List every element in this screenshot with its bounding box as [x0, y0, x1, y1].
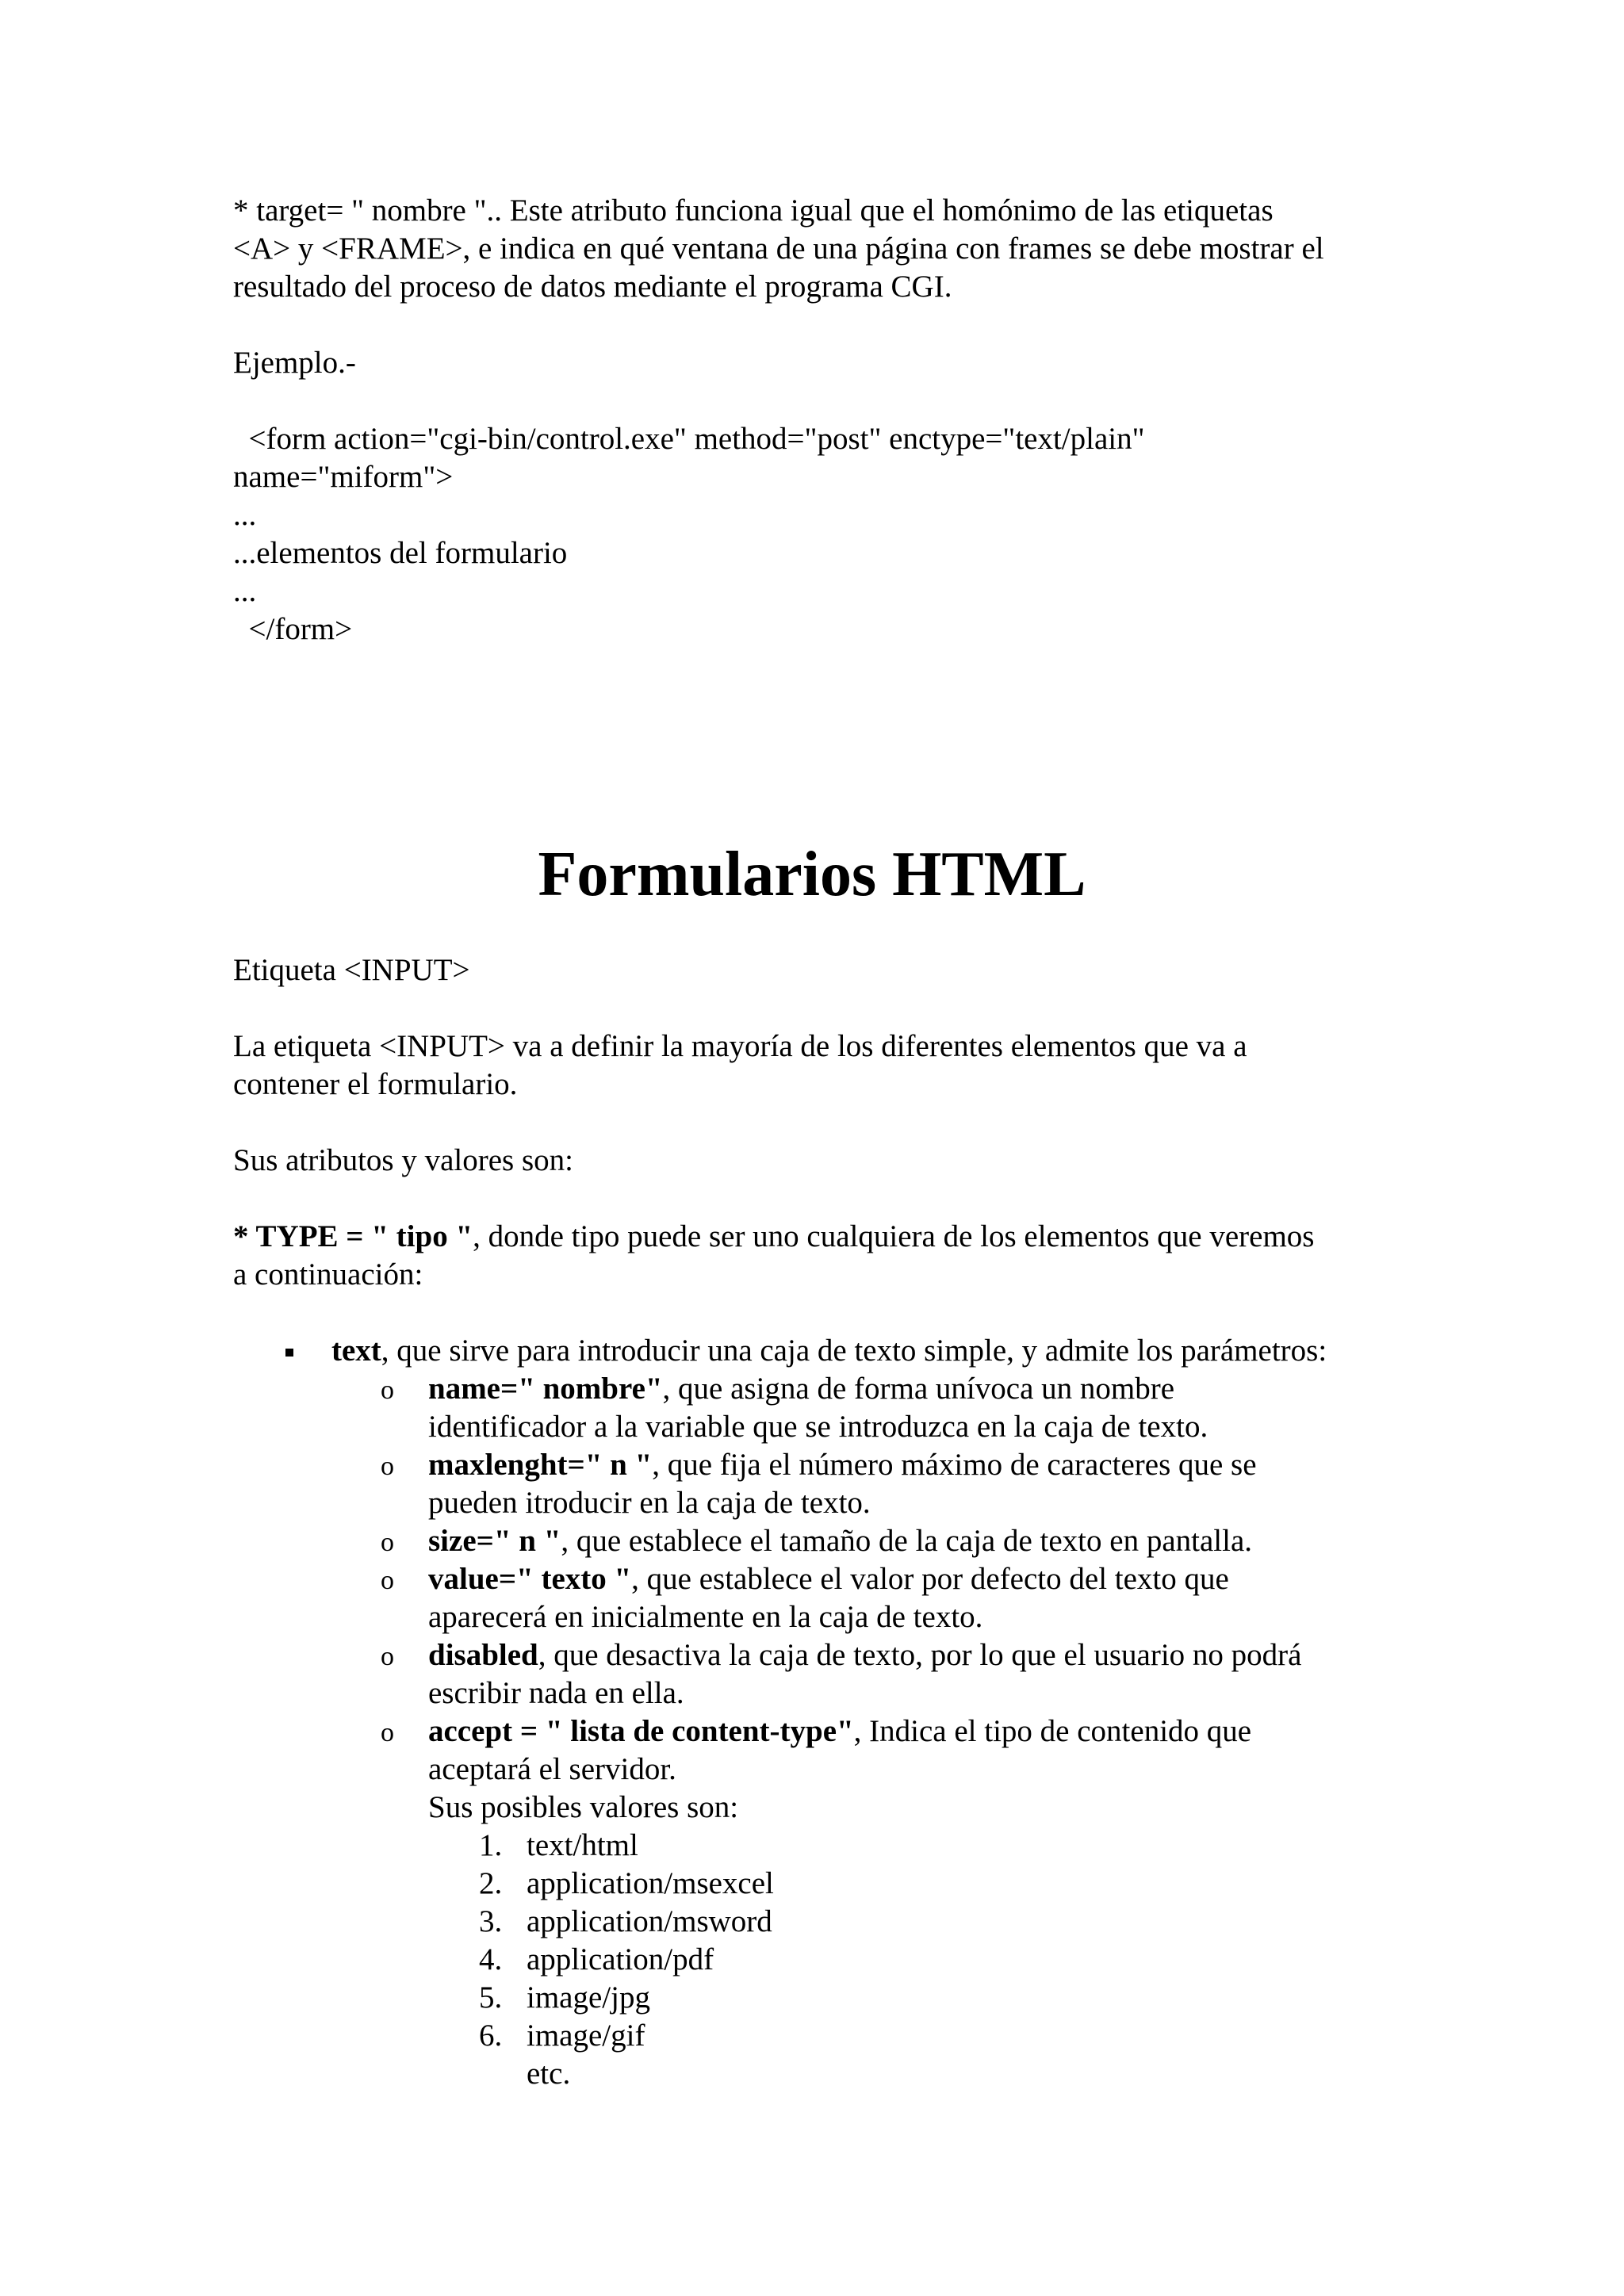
circle-bullet-icon: o — [381, 1718, 394, 1747]
param-disabled-bold: disabled — [428, 1638, 538, 1672]
target-line-2: <A> y <FRAME>, e indica en qué ventana de una página con frames se debe mostrar el — [233, 232, 1324, 266]
param-size-line-1 — [428, 1522, 1252, 1560]
section-desc-line-2: contener el formulario. — [233, 1067, 518, 1101]
target-line-3: resultado del proceso de datos mediante el programa CGI. — [233, 270, 952, 304]
square-bullet-icon — [285, 1349, 293, 1357]
param-name-bold: name=" nombre" — [428, 1372, 663, 1406]
example-label: Ejemplo.- — [233, 346, 356, 380]
param-maxlength-line-1 — [428, 1446, 1257, 1484]
etc-text: etc. — [527, 2057, 571, 2091]
param-disabled-rest: , que desactiva la caja de texto, por lo que el usuario no podrá — [538, 1638, 1302, 1672]
param-accept-bold: accept = " lista de content-type" — [428, 1714, 854, 1748]
param-name-rest: , que asigna de forma unívoca un nombre — [662, 1372, 1175, 1406]
text-item — [331, 1332, 1327, 1370]
page-title: Formularios HTML — [538, 840, 1086, 909]
circle-bullet-icon: o — [381, 1566, 394, 1595]
value-number: 5. — [479, 1980, 503, 2015]
param-value-line-1 — [428, 1560, 1229, 1598]
param-accept-line-2: aceptará el servidor. — [428, 1752, 676, 1786]
param-disabled-line-1 — [428, 1636, 1301, 1674]
value-item: application/msexcel — [527, 1866, 774, 1900]
possible-values-label: Sus posibles valores son: — [428, 1790, 739, 1824]
param-name-line-2: identificador a la variable que se introduzca en la caja de texto. — [428, 1410, 1208, 1444]
type-line-2: a continuación: — [233, 1257, 423, 1292]
code-line-3: ... — [233, 498, 257, 532]
attrs-intro: Sus atributos y valores son: — [233, 1143, 573, 1177]
param-value-rest: , que establece el valor por defecto del texto que — [631, 1562, 1229, 1596]
value-item: application/pdf — [527, 1942, 714, 1976]
param-maxlength-bold: maxlenght=" n " — [428, 1448, 653, 1482]
section-desc-line-1: La etiqueta <INPUT> va a definir la mayoría de los diferentes elementos que va a — [233, 1029, 1247, 1063]
code-line-1: <form action="cgi-bin/control.exe" method="post" enctype="text/plain" — [233, 422, 1145, 456]
code-line-5: ... — [233, 574, 257, 608]
value-item: text/html — [527, 1828, 638, 1862]
param-disabled-line-2: escribir nada en ella. — [428, 1676, 684, 1710]
param-maxlength-rest: , que fija el número máximo de caracteres que se — [652, 1448, 1257, 1482]
value-item: image/gif — [527, 2019, 645, 2053]
value-number: 3. — [479, 1904, 503, 1938]
param-size-rest: , que establece el tamaño de la caja de texto en pantalla. — [561, 1524, 1253, 1558]
type-rest: , donde tipo puede ser uno cualquiera de los elementos que veremos — [473, 1219, 1315, 1253]
circle-bullet-icon: o — [381, 1452, 394, 1481]
section-label: Etiqueta <INPUT> — [233, 953, 470, 987]
value-number: 6. — [479, 2019, 503, 2053]
code-line-6: </form> — [233, 612, 353, 646]
value-number: 2. — [479, 1866, 503, 1900]
circle-bullet-icon: o — [381, 1376, 394, 1405]
value-item: application/msword — [527, 1904, 772, 1938]
circle-bullet-icon: o — [381, 1642, 394, 1671]
value-number: 4. — [479, 1942, 503, 1976]
circle-bullet-icon: o — [381, 1528, 394, 1557]
code-line-2: name="miform"> — [233, 460, 454, 494]
param-accept-line-1 — [428, 1712, 1251, 1751]
value-number: 1. — [479, 1828, 503, 1862]
text-item-rest: , que sirve para introducir una caja de texto simple, y admite los parámetros: — [381, 1334, 1327, 1368]
target-line-1: * target= " nombre ".. Este atributo funciona igual que el homónimo de las etiquetas — [233, 193, 1274, 228]
param-accept-rest: , Indica el tipo de contenido que — [853, 1714, 1252, 1748]
param-name-line-1 — [428, 1370, 1174, 1408]
param-maxlength-line-2: pueden itroducir en la caja de texto. — [428, 1486, 871, 1520]
type-line-1 — [233, 1218, 1314, 1256]
type-bold: * TYPE = " tipo " — [233, 1219, 473, 1253]
code-line-4: ...elementos del formulario — [233, 536, 568, 570]
param-value-bold: value=" texto " — [428, 1562, 632, 1596]
param-value-line-2: aparecerá en inicialmente en la caja de texto. — [428, 1600, 983, 1634]
text-item-bold: text — [331, 1334, 381, 1368]
value-item: image/jpg — [527, 1980, 650, 2015]
param-size-bold: size=" n " — [428, 1524, 561, 1558]
